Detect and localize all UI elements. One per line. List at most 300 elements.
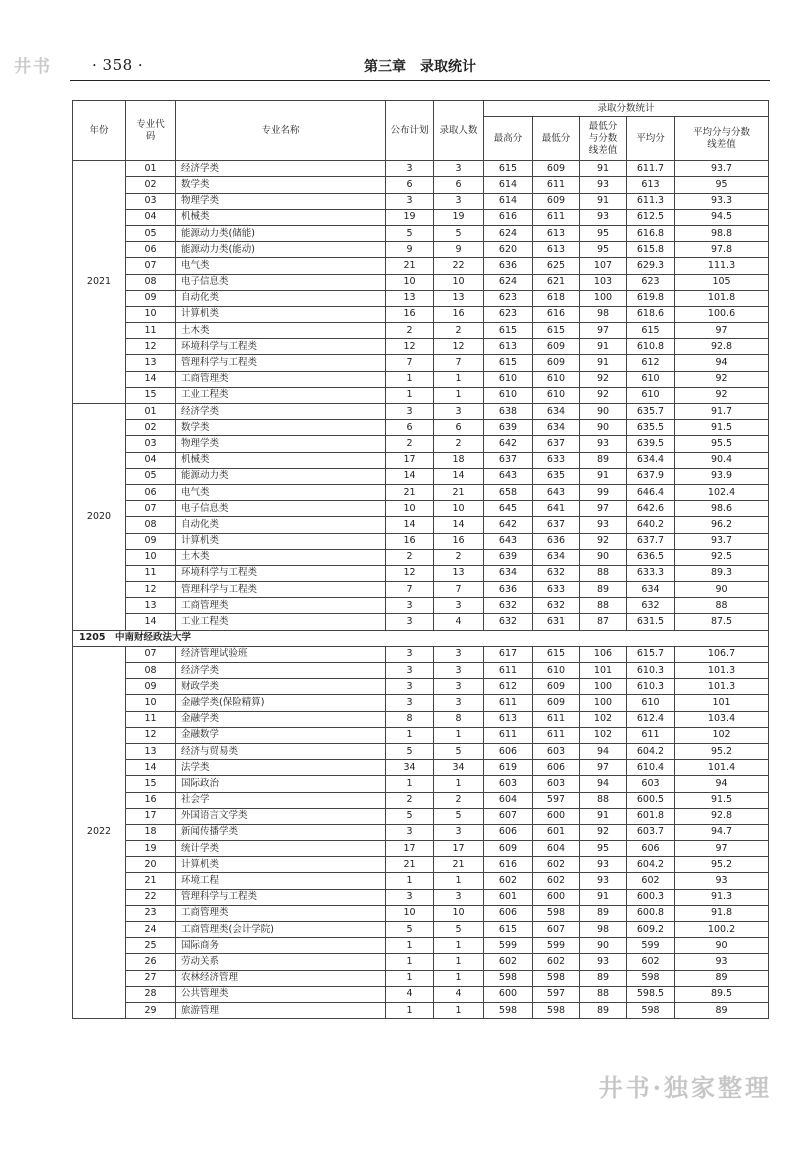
cell-name: 计算机类 (176, 306, 386, 322)
corner-logo: 井书 (14, 57, 52, 77)
cell-avg: 598 (627, 970, 675, 986)
cell-plan: 5 (386, 922, 434, 938)
cell-min-diff: 103 (580, 274, 627, 290)
cell-name: 机械类 (176, 209, 386, 225)
cell-avg-diff: 95.2 (675, 743, 769, 759)
cell-name: 公共管理类 (176, 986, 386, 1002)
table-row (73, 274, 769, 290)
cell-min: 597 (533, 792, 580, 808)
cell-min-diff: 89 (580, 905, 627, 921)
cell-min: 632 (533, 565, 580, 581)
cell-avg: 615.7 (627, 646, 675, 662)
cell-code: 25 (126, 938, 176, 954)
cell-plan: 17 (386, 452, 434, 468)
cell-admitted: 13 (434, 565, 484, 581)
cell-code: 08 (126, 517, 176, 533)
cell-avg: 612.4 (627, 711, 675, 727)
cell-code: 27 (126, 970, 176, 986)
table-row (73, 371, 769, 387)
cell-min: 604 (533, 841, 580, 857)
table-row (73, 323, 769, 339)
cell-admitted: 2 (434, 436, 484, 452)
cell-max: 611 (484, 695, 533, 711)
cell-admitted: 3 (434, 679, 484, 695)
cell-code: 08 (126, 274, 176, 290)
cell-min: 613 (533, 225, 580, 241)
cell-avg-diff: 87.5 (675, 614, 769, 630)
header-max: 最高分 (484, 117, 533, 161)
cell-max: 598 (484, 1002, 533, 1018)
table-row (73, 760, 769, 776)
header-name: 专业名称 (176, 101, 386, 161)
cell-min-diff: 94 (580, 743, 627, 759)
cell-max: 624 (484, 225, 533, 241)
cell-admitted: 19 (434, 209, 484, 225)
cell-max: 615 (484, 922, 533, 938)
cell-admitted: 3 (434, 824, 484, 840)
cell-avg: 611.7 (627, 161, 675, 177)
header-code: 专业代码 (126, 101, 176, 161)
cell-min: 606 (533, 760, 580, 776)
table-row (73, 549, 769, 565)
cell-min: 600 (533, 808, 580, 824)
cell-max: 636 (484, 258, 533, 274)
cell-min-diff: 92 (580, 533, 627, 549)
cell-plan: 16 (386, 306, 434, 322)
cell-admitted: 5 (434, 922, 484, 938)
table-row (73, 614, 769, 630)
cell-name: 经济学类 (176, 663, 386, 679)
cell-admitted: 8 (434, 711, 484, 727)
cell-min-diff: 98 (580, 306, 627, 322)
cell-avg-diff: 94.7 (675, 824, 769, 840)
cell-max: 634 (484, 565, 533, 581)
cell-admitted: 10 (434, 274, 484, 290)
cell-max: 601 (484, 889, 533, 905)
cell-admitted: 1 (434, 954, 484, 970)
cell-avg: 603.7 (627, 824, 675, 840)
cell-min: 621 (533, 274, 580, 290)
cell-min-diff: 91 (580, 468, 627, 484)
cell-min: 635 (533, 468, 580, 484)
university-title: 1205 中南财经政法大学 (73, 630, 769, 646)
cell-min: 633 (533, 452, 580, 468)
cell-plan: 21 (386, 484, 434, 500)
cell-avg: 632 (627, 598, 675, 614)
table-row (73, 873, 769, 889)
cell-min: 600 (533, 889, 580, 905)
cell-admitted: 6 (434, 177, 484, 193)
cell-avg-diff: 91.3 (675, 889, 769, 905)
cell-plan: 17 (386, 841, 434, 857)
cell-code: 17 (126, 808, 176, 824)
cell-avg-diff: 93.3 (675, 193, 769, 209)
cell-plan: 34 (386, 760, 434, 776)
table-row (73, 420, 769, 436)
cell-admitted: 10 (434, 905, 484, 921)
cell-avg: 615 (627, 323, 675, 339)
cell-admitted: 3 (434, 646, 484, 662)
cell-min-diff: 97 (580, 760, 627, 776)
cell-avg-diff: 93.7 (675, 161, 769, 177)
cell-avg: 642.6 (627, 501, 675, 517)
cell-avg-diff: 91.8 (675, 905, 769, 921)
cell-avg: 610.8 (627, 339, 675, 355)
cell-plan: 1 (386, 776, 434, 792)
cell-min: 610 (533, 663, 580, 679)
table-row (73, 727, 769, 743)
cell-code: 14 (126, 614, 176, 630)
cell-plan: 5 (386, 808, 434, 824)
table-row (73, 808, 769, 824)
cell-avg-diff: 100.6 (675, 306, 769, 322)
table-row (73, 501, 769, 517)
cell-min: 615 (533, 646, 580, 662)
cell-avg: 606 (627, 841, 675, 857)
cell-min-diff: 93 (580, 177, 627, 193)
cell-name: 工业工程类 (176, 614, 386, 630)
cell-code: 22 (126, 889, 176, 905)
cell-name: 旅游管理 (176, 1002, 386, 1018)
cell-avg-diff: 102.4 (675, 484, 769, 500)
cell-code: 24 (126, 922, 176, 938)
cell-plan: 3 (386, 663, 434, 679)
cell-name: 经济学类 (176, 404, 386, 420)
cell-name: 法学类 (176, 760, 386, 776)
cell-plan: 2 (386, 549, 434, 565)
header-admitted: 录取人数 (434, 101, 484, 161)
cell-avg: 610 (627, 387, 675, 403)
header-rule (70, 80, 770, 81)
cell-avg-diff: 111.3 (675, 258, 769, 274)
cell-max: 600 (484, 986, 533, 1002)
cell-max: 611 (484, 727, 533, 743)
cell-plan: 1 (386, 387, 434, 403)
cell-min: 602 (533, 857, 580, 873)
cell-min: 599 (533, 938, 580, 954)
cell-avg-diff: 92.8 (675, 808, 769, 824)
cell-code: 15 (126, 776, 176, 792)
cell-avg-diff: 97.8 (675, 242, 769, 258)
cell-max: 613 (484, 711, 533, 727)
cell-min-diff: 92 (580, 371, 627, 387)
cell-avg-diff: 90 (675, 938, 769, 954)
table-row (73, 646, 769, 662)
cell-name: 物理学类 (176, 436, 386, 452)
cell-plan: 13 (386, 290, 434, 306)
table-row (73, 970, 769, 986)
cell-min: 601 (533, 824, 580, 840)
cell-max: 615 (484, 355, 533, 371)
table-row (73, 258, 769, 274)
cell-admitted: 1 (434, 970, 484, 986)
table-row (73, 841, 769, 857)
cell-plan: 4 (386, 986, 434, 1002)
cell-name: 计算机类 (176, 857, 386, 873)
cell-avg-diff: 101.3 (675, 663, 769, 679)
cell-min-diff: 92 (580, 387, 627, 403)
cell-plan: 9 (386, 242, 434, 258)
table-row (73, 306, 769, 322)
cell-avg: 611.3 (627, 193, 675, 209)
cell-avg-diff: 95.5 (675, 436, 769, 452)
table-row (73, 387, 769, 403)
cell-avg: 637.7 (627, 533, 675, 549)
cell-code: 21 (126, 873, 176, 889)
cell-plan: 7 (386, 582, 434, 598)
cell-name: 能源动力类(储能) (176, 225, 386, 241)
cell-min-diff: 95 (580, 242, 627, 258)
cell-max: 616 (484, 209, 533, 225)
cell-avg-diff: 103.4 (675, 711, 769, 727)
cell-code: 01 (126, 161, 176, 177)
cell-admitted: 1 (434, 727, 484, 743)
cell-avg-diff: 90.4 (675, 452, 769, 468)
table-row (73, 468, 769, 484)
cell-min-diff: 90 (580, 404, 627, 420)
cell-min: 611 (533, 711, 580, 727)
cell-min-diff: 91 (580, 808, 627, 824)
cell-plan: 21 (386, 857, 434, 873)
cell-min: 613 (533, 242, 580, 258)
table-row (73, 679, 769, 695)
cell-avg-diff: 93 (675, 873, 769, 889)
cell-admitted: 3 (434, 889, 484, 905)
cell-max: 643 (484, 468, 533, 484)
cell-max: 643 (484, 533, 533, 549)
cell-code: 05 (126, 225, 176, 241)
cell-min-diff: 100 (580, 290, 627, 306)
cell-max: 632 (484, 614, 533, 630)
cell-admitted: 1 (434, 1002, 484, 1018)
cell-min: 609 (533, 679, 580, 695)
cell-name: 能源动力类 (176, 468, 386, 484)
cell-avg: 635.5 (627, 420, 675, 436)
cell-admitted: 3 (434, 193, 484, 209)
cell-admitted: 4 (434, 614, 484, 630)
page-number: · 358 · (92, 56, 144, 74)
cell-code: 02 (126, 420, 176, 436)
cell-code: 03 (126, 193, 176, 209)
cell-plan: 1 (386, 727, 434, 743)
cell-name: 农林经济管理 (176, 970, 386, 986)
cell-avg-diff: 105 (675, 274, 769, 290)
admission-score-table (72, 100, 769, 1019)
cell-avg-diff: 89 (675, 1002, 769, 1018)
cell-name: 管理科学与工程类 (176, 889, 386, 905)
cell-plan: 3 (386, 679, 434, 695)
cell-avg: 639.5 (627, 436, 675, 452)
cell-name: 社会学 (176, 792, 386, 808)
cell-admitted: 16 (434, 306, 484, 322)
cell-admitted: 2 (434, 323, 484, 339)
cell-plan: 3 (386, 889, 434, 905)
cell-avg-diff: 93 (675, 954, 769, 970)
cell-admitted: 1 (434, 776, 484, 792)
cell-name: 统计学类 (176, 841, 386, 857)
cell-plan: 10 (386, 905, 434, 921)
cell-admitted: 21 (434, 857, 484, 873)
cell-avg: 611 (627, 727, 675, 743)
cell-max: 645 (484, 501, 533, 517)
cell-min-diff: 93 (580, 954, 627, 970)
cell-code: 05 (126, 468, 176, 484)
cell-name: 土木类 (176, 323, 386, 339)
cell-plan: 1 (386, 954, 434, 970)
cell-admitted: 3 (434, 695, 484, 711)
cell-code: 08 (126, 663, 176, 679)
cell-min: 598 (533, 905, 580, 921)
cell-avg: 636.5 (627, 549, 675, 565)
cell-avg-diff: 94 (675, 355, 769, 371)
table-row (73, 954, 769, 970)
cell-admitted: 4 (434, 986, 484, 1002)
table-row (73, 598, 769, 614)
cell-code: 07 (126, 646, 176, 662)
cell-code: 13 (126, 598, 176, 614)
cell-max: 615 (484, 323, 533, 339)
table-row (73, 242, 769, 258)
cell-name: 能源动力类(能动) (176, 242, 386, 258)
cell-max: 639 (484, 549, 533, 565)
cell-max: 613 (484, 339, 533, 355)
table-row (73, 922, 769, 938)
table-row (73, 582, 769, 598)
cell-name: 工业工程类 (176, 387, 386, 403)
cell-min: 637 (533, 517, 580, 533)
cell-avg: 603 (627, 776, 675, 792)
footer-watermark: 井书·独家整理 (598, 1073, 772, 1102)
cell-avg-diff: 98.6 (675, 501, 769, 517)
cell-plan: 3 (386, 614, 434, 630)
cell-min: 634 (533, 549, 580, 565)
cell-code: 16 (126, 792, 176, 808)
cell-admitted: 22 (434, 258, 484, 274)
cell-name: 土木类 (176, 549, 386, 565)
cell-max: 616 (484, 857, 533, 873)
cell-avg: 600.8 (627, 905, 675, 921)
cell-code: 10 (126, 549, 176, 565)
cell-min-diff: 91 (580, 889, 627, 905)
cell-max: 604 (484, 792, 533, 808)
cell-plan: 14 (386, 517, 434, 533)
cell-avg: 619.8 (627, 290, 675, 306)
cell-admitted: 34 (434, 760, 484, 776)
cell-max: 610 (484, 371, 533, 387)
cell-name: 经济与贸易类 (176, 743, 386, 759)
cell-max: 614 (484, 177, 533, 193)
table-row (73, 161, 769, 177)
cell-min-diff: 93 (580, 209, 627, 225)
cell-admitted: 1 (434, 873, 484, 889)
cell-plan: 7 (386, 355, 434, 371)
cell-min-diff: 91 (580, 161, 627, 177)
table-header-row (73, 101, 769, 117)
cell-min: 625 (533, 258, 580, 274)
cell-min-diff: 89 (580, 1002, 627, 1018)
cell-name: 电气类 (176, 258, 386, 274)
cell-plan: 3 (386, 646, 434, 662)
cell-avg-diff: 89 (675, 970, 769, 986)
cell-min: 631 (533, 614, 580, 630)
cell-min: 609 (533, 161, 580, 177)
cell-admitted: 5 (434, 808, 484, 824)
cell-code: 12 (126, 582, 176, 598)
cell-name: 计算机类 (176, 533, 386, 549)
cell-code: 03 (126, 436, 176, 452)
cell-max: 607 (484, 808, 533, 824)
cell-admitted: 1 (434, 371, 484, 387)
cell-min-diff: 88 (580, 792, 627, 808)
table-row (73, 986, 769, 1002)
cell-admitted: 3 (434, 404, 484, 420)
cell-min: 632 (533, 598, 580, 614)
cell-min-diff: 102 (580, 727, 627, 743)
cell-max: 599 (484, 938, 533, 954)
cell-plan: 16 (386, 533, 434, 549)
cell-min-diff: 93 (580, 857, 627, 873)
cell-avg-diff: 93.9 (675, 468, 769, 484)
cell-avg: 610 (627, 695, 675, 711)
table-row (73, 355, 769, 371)
cell-avg-diff: 89.5 (675, 986, 769, 1002)
cell-code: 09 (126, 533, 176, 549)
cell-min-diff: 102 (580, 711, 627, 727)
cell-code: 02 (126, 177, 176, 193)
cell-avg: 631.5 (627, 614, 675, 630)
cell-min: 637 (533, 436, 580, 452)
cell-avg-diff: 95 (675, 177, 769, 193)
table-row (73, 339, 769, 355)
cell-avg-diff: 95.2 (675, 857, 769, 873)
table-row (73, 404, 769, 420)
cell-min: 615 (533, 323, 580, 339)
cell-admitted: 3 (434, 598, 484, 614)
cell-max: 602 (484, 873, 533, 889)
cell-avg: 633.3 (627, 565, 675, 581)
cell-admitted: 7 (434, 582, 484, 598)
cell-min: 618 (533, 290, 580, 306)
cell-plan: 1 (386, 938, 434, 954)
cell-plan: 2 (386, 323, 434, 339)
cell-min-diff: 94 (580, 776, 627, 792)
cell-avg: 610 (627, 371, 675, 387)
cell-code: 11 (126, 711, 176, 727)
cell-admitted: 2 (434, 792, 484, 808)
cell-avg: 604.2 (627, 743, 675, 759)
cell-admitted: 1 (434, 387, 484, 403)
cell-plan: 6 (386, 177, 434, 193)
cell-avg: 615.8 (627, 242, 675, 258)
cell-min-diff: 91 (580, 339, 627, 355)
cell-name: 电子信息类 (176, 501, 386, 517)
cell-name: 国际商务 (176, 938, 386, 954)
cell-plan: 1 (386, 371, 434, 387)
cell-avg: 612.5 (627, 209, 675, 225)
year-cell: 2021 (73, 161, 126, 404)
cell-avg: 600.3 (627, 889, 675, 905)
cell-avg-diff: 91.5 (675, 420, 769, 436)
cell-avg: 598 (627, 1002, 675, 1018)
cell-min: 611 (533, 727, 580, 743)
cell-max: 638 (484, 404, 533, 420)
table-row (73, 1002, 769, 1018)
cell-min-diff: 90 (580, 420, 627, 436)
cell-max: 637 (484, 452, 533, 468)
cell-name: 劳动关系 (176, 954, 386, 970)
cell-code: 26 (126, 954, 176, 970)
cell-min: 607 (533, 922, 580, 938)
